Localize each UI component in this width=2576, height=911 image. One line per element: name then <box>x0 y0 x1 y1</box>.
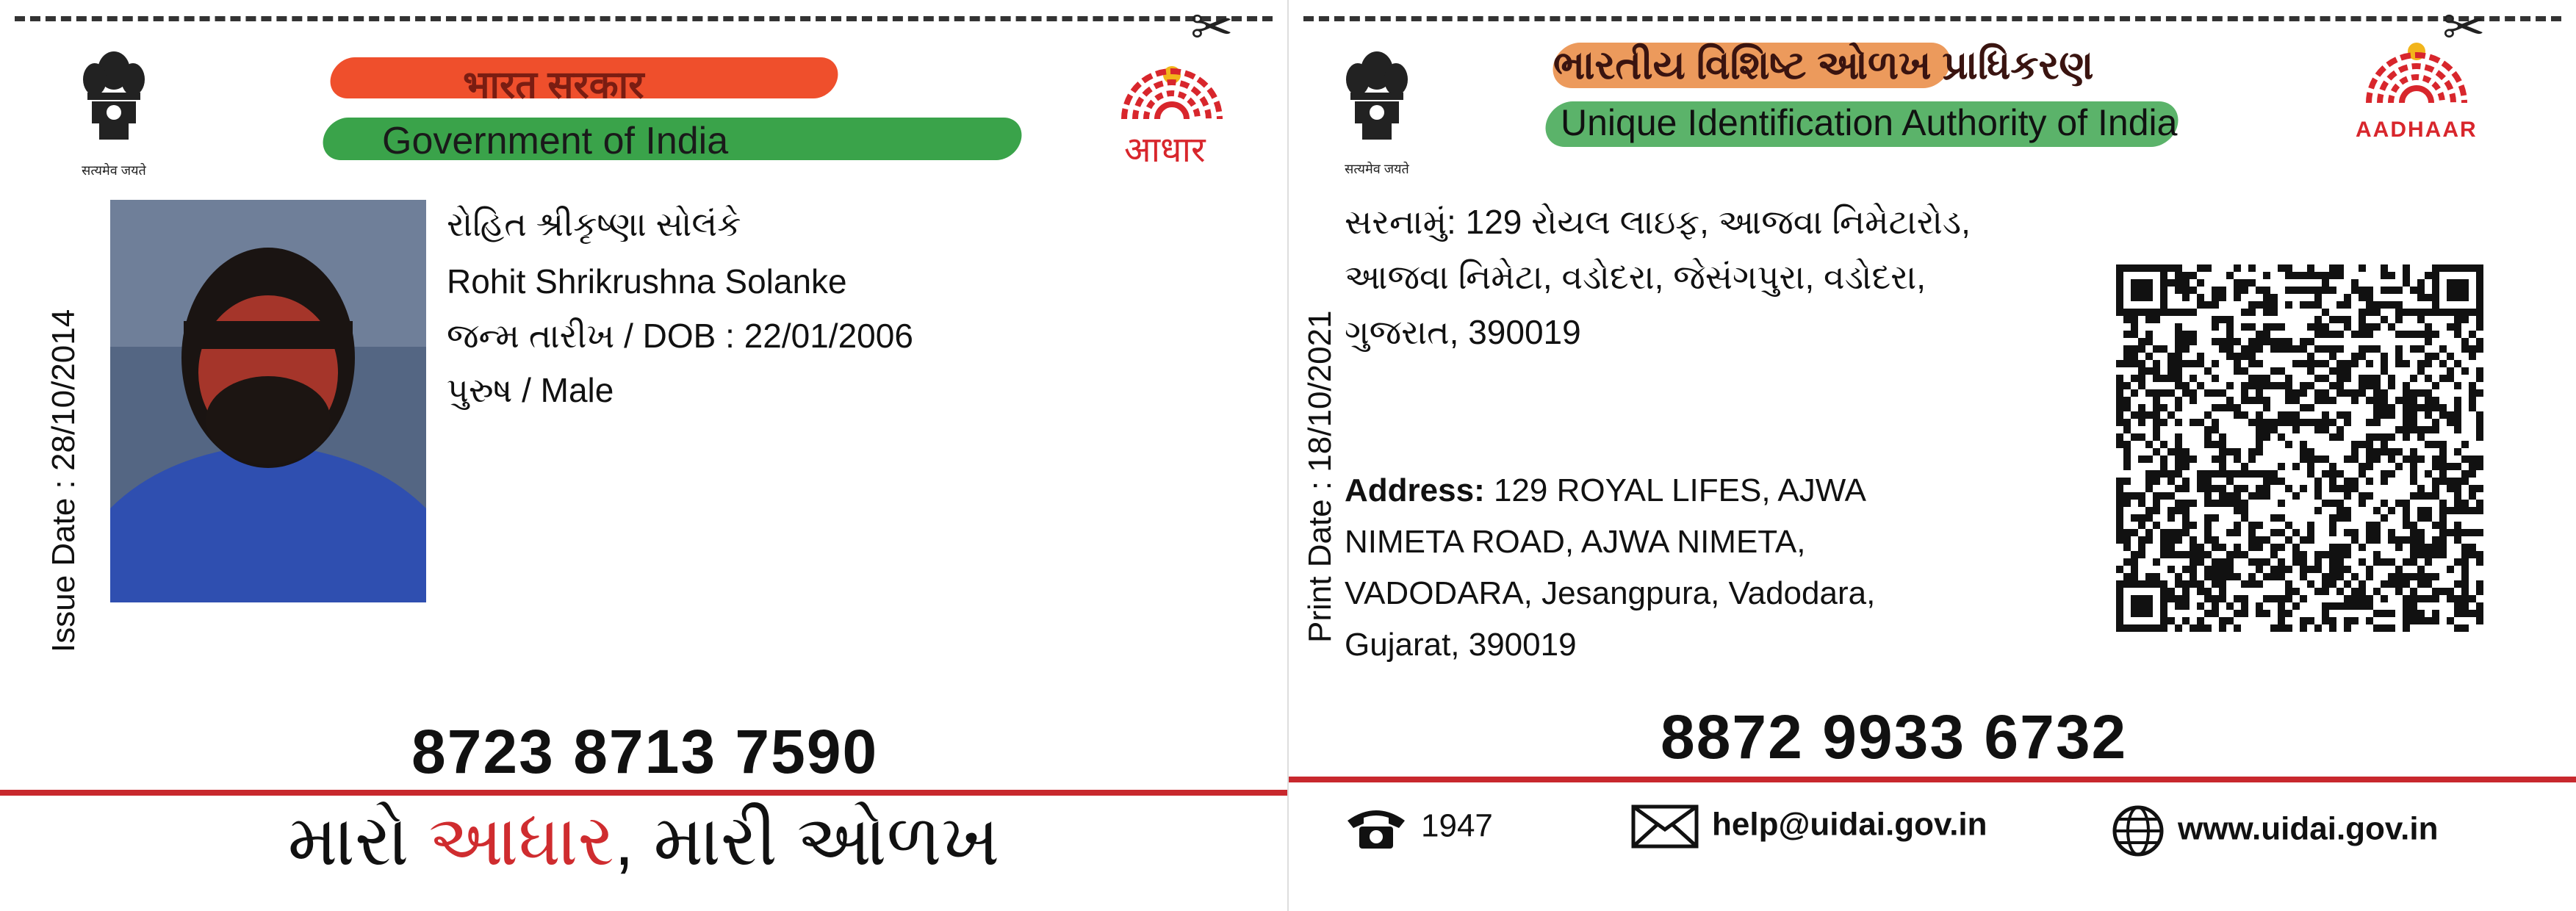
address-label: Address: <box>1345 472 1485 508</box>
cut-line <box>1303 16 2561 21</box>
ashoka-emblem-icon <box>70 46 158 163</box>
print-date: Print Date : 18/10/2021 <box>1302 310 1338 643</box>
address-english-line-1 <box>1345 472 1866 509</box>
slogan-part-1: મારો <box>287 802 429 880</box>
slogan-part-2: , મારી ઓળખ <box>614 802 1000 880</box>
holder-photo <box>110 200 426 602</box>
emblem-caption: सत्यमेव जयते <box>82 163 146 178</box>
scissors-icon: ✂ <box>1190 0 1234 56</box>
address-english-line-3: VADODARA, Jesangpura, Vadodara, <box>1345 575 1876 611</box>
website-url[interactable]: www.uidai.gov.in <box>2178 810 2439 847</box>
dob-line: જન્મ તારીખ / DOB : 22/01/2006 <box>447 317 913 355</box>
header-gujarati: ભારતીય વિશિષ્ટ ઓળખ પ્રાધિકરણ <box>1553 43 2094 87</box>
emblem-caption: सत्यमेव जयते <box>1345 162 1409 176</box>
divider-line <box>0 790 1287 796</box>
support-email[interactable]: help@uidai.gov.in <box>1712 806 1987 843</box>
aadhaar-fingerprint-icon <box>2343 29 2490 125</box>
aadhaar-number: 8723 8713 7590 <box>411 717 879 786</box>
issue-date: Issue Date : 28/10/2014 <box>46 309 82 652</box>
qr-code <box>2116 264 2483 632</box>
address-gujarati-line-3: ગુજરાત, 390019 <box>1345 313 1581 351</box>
gender-line: પુરુષ / Male <box>447 371 614 409</box>
address-gujarati-line-2: આજવા નિમેટા, વડોદરા, જેસંગપુરા, વડોદરા, <box>1345 258 1926 296</box>
cut-line <box>15 16 1273 21</box>
contact-email <box>1631 804 1987 849</box>
name-gujarati: રોહિત શ્રીકૃષ્ણા સોલંકે <box>447 205 741 243</box>
globe-icon <box>2112 804 2165 857</box>
aadhaar-number: 8872 9933 6732 <box>1661 702 2128 771</box>
ashoka-emblem-icon <box>1333 46 1421 163</box>
mail-icon <box>1631 804 1699 849</box>
aadhaar-logo-text: AADHAAR <box>2356 118 2478 142</box>
address-gujarati-line-1: સરનામું: 129 રોયલ લાઇફ, આજવા નિમેટારોડ, <box>1345 203 1971 241</box>
phone-number: 1947 <box>1421 807 1493 844</box>
divider-line <box>1289 777 2576 782</box>
header-hindi: भारत सरकार <box>463 64 644 107</box>
name-english: Rohit Shrikrushna Solanke <box>447 262 847 300</box>
phone-icon <box>1345 804 1408 851</box>
header-english: Unique Identification Authority of India <box>1561 102 2178 143</box>
aadhaar-card-back <box>1289 0 2576 911</box>
aadhaar-logo-text: आधार <box>1124 131 1206 170</box>
scissors-icon: ✂ <box>2442 0 2486 56</box>
address-english-text-1: 129 ROYAL LIFES, AJWA <box>1484 472 1866 508</box>
contact-website <box>2112 804 2438 857</box>
slogan-accent: આધાર <box>428 802 615 880</box>
address-english-line-2: NIMETA ROAD, AJWA NIMETA, <box>1345 524 1806 560</box>
address-english-line-4: Gujarat, 390019 <box>1345 627 1577 663</box>
slogan <box>0 801 1287 883</box>
contact-phone <box>1345 804 1493 851</box>
header-english: Government of India <box>382 120 729 162</box>
